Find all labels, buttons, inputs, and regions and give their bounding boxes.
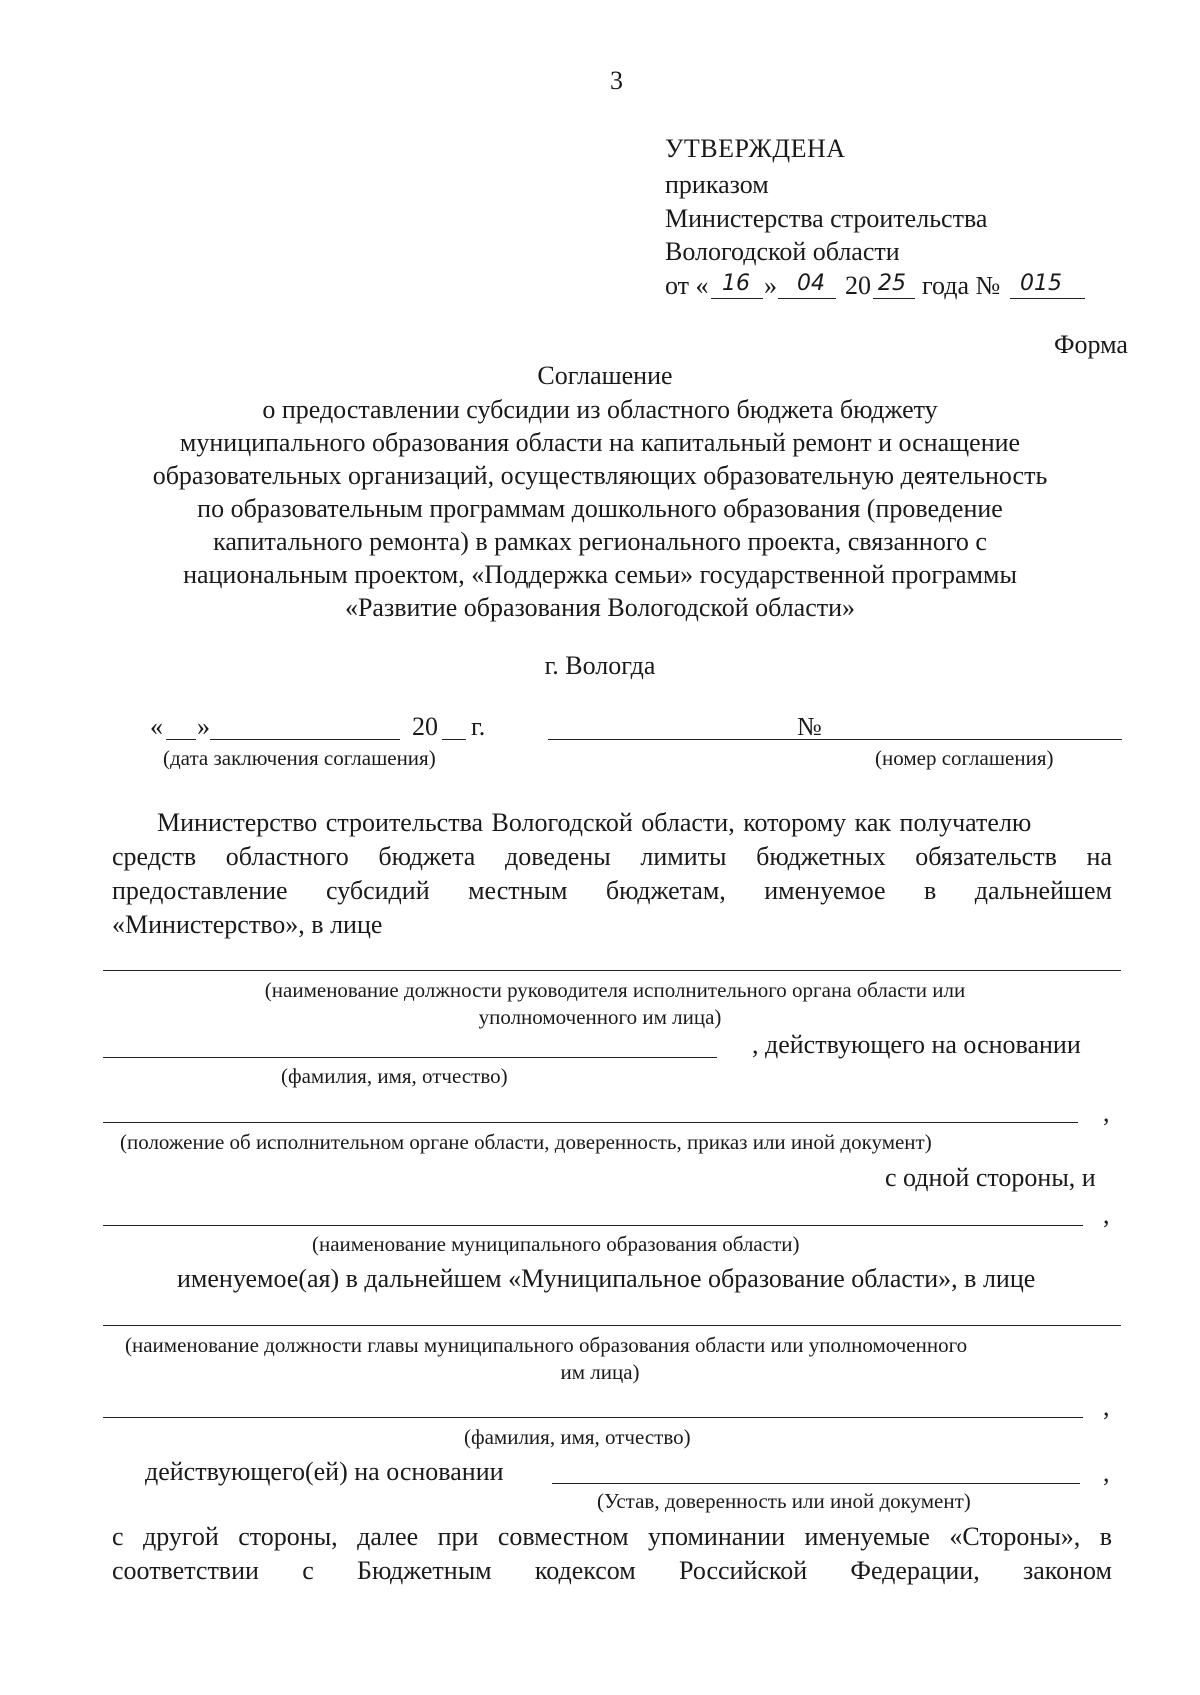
date-caption: (дата заключения соглашения) <box>163 746 436 770</box>
p1-line-3: предоставление субсидий местным бюджетам, именуемое в дальнейшем <box>112 876 1112 905</box>
p1-line-4: «Министерство», в лице <box>112 910 383 939</box>
charter-comma: , <box>1103 1458 1110 1487</box>
city: г. Вологда <box>544 651 656 680</box>
title-line-4: образовательных организаций, осуществляющих образовательную деятельность <box>152 461 1048 490</box>
head-position-caption-2: уполномоченного им лица) <box>478 1005 722 1029</box>
mo-head-position-blank <box>103 1325 1121 1326</box>
charter-caption: (Устав, доверенность или иной документ) <box>597 1489 971 1513</box>
approval-number: 015 <box>1020 271 1062 296</box>
basis-document-caption: (положение об исполнительном органе области, доверенность, приказ или иной документ) <box>120 1130 932 1154</box>
basis-comma: , <box>1103 1098 1110 1127</box>
approval-ot: от « <box>665 271 709 300</box>
title-line-1: Соглашение <box>537 361 673 390</box>
number-underline <box>1010 298 1085 299</box>
municipality-comma: , <box>1103 1200 1110 1229</box>
municipality-blank <box>103 1225 1083 1226</box>
day-underline <box>711 298 763 299</box>
acting-basis-text: , действующего на основании <box>752 1030 1081 1059</box>
date-year-blank <box>442 739 466 740</box>
charter-blank <box>552 1483 1080 1484</box>
approval-title: УТВЕРЖДЕНА <box>665 134 846 163</box>
title-line-6: капитального ремонта) в рамках регионального проекта, связанного с <box>213 527 987 556</box>
approval-line1: приказом <box>665 170 769 199</box>
title-line-8: «Развитие образования Вологодской области» <box>344 593 856 622</box>
last-line-1: с другой стороны, далее при совместном упоминании именуемые «Стороны», в <box>112 1522 1112 1551</box>
number-sign: № <box>797 712 822 741</box>
one-side-text: с одной стороны, и <box>885 1163 1096 1192</box>
approval-day-quote: » <box>764 271 777 300</box>
approval-line2: Министерства строительства <box>665 204 988 233</box>
date-quote-open: « <box>150 712 163 741</box>
title-line-3: муниципального образования области на капитальный ремонт и оснащение <box>179 428 1021 457</box>
mo-fio-caption: (фамилия, имя, отчество) <box>464 1425 691 1449</box>
approval-goda-no: года № <box>922 271 1001 300</box>
date-year: 20 <box>412 712 438 741</box>
head-fio-caption: (фамилия, имя, отчество) <box>281 1064 508 1088</box>
form-label: Форма <box>1054 330 1128 359</box>
month-underline <box>778 298 836 299</box>
date-month-blank <box>210 739 400 740</box>
title-line-7: национальным проектом, «Поддержка семьи» государственной программы <box>183 560 1017 589</box>
approval-line3: Вологодской области <box>665 237 900 266</box>
mo-fio-comma: , <box>1103 1392 1110 1421</box>
approval-year-suffix: 25 <box>878 271 906 296</box>
basis-document-blank <box>103 1122 1078 1123</box>
head-fio-blank <box>103 1057 717 1058</box>
municipality-caption: (наименование муниципального образования области) <box>312 1232 800 1256</box>
p1-line-1: Министерство строительства Вологодской области, которому как получателю <box>157 808 1032 837</box>
acting-basis-2-text: действующего(ей) на основании <box>145 1457 504 1486</box>
approval-month: 04 <box>797 271 825 296</box>
page-number: 3 <box>610 66 623 95</box>
approval-day: 16 <box>722 271 750 296</box>
approval-year-prefix: 20 <box>845 271 871 300</box>
date-year-end: г. <box>471 712 486 741</box>
year-underline <box>873 298 915 299</box>
named-municipality-text: именуемое(ая) в дальнейшем «Муниципальное образование области», в лице <box>177 1264 1036 1293</box>
last-line-2: соответствии с Бюджетным кодексом Российской Федерации, законом <box>112 1556 1112 1585</box>
head-position-blank <box>103 970 1121 971</box>
mo-head-caption-2: им лица) <box>560 1360 640 1384</box>
p1-line-2: средств областного бюджета доведены лимиты бюджетных обязательств на <box>112 842 1112 871</box>
mo-head-caption-1: (наименование должности главы муниципального образования области или уполномоченного <box>125 1333 968 1357</box>
mo-fio-blank <box>103 1417 1083 1418</box>
title-line-5: по образовательным программам дошкольного образования (проведение <box>197 494 1003 523</box>
number-caption: (номер соглашения) <box>875 746 1054 770</box>
head-position-caption-1: (наименование должности руководителя исполнительного органа области или <box>264 978 966 1002</box>
date-quote-close: » <box>197 712 210 741</box>
agreement-number-blank <box>548 739 1122 740</box>
date-day-blank <box>166 739 196 740</box>
title-line-2: о предоставлении субсидии из областного бюджета бюджету <box>262 395 938 424</box>
